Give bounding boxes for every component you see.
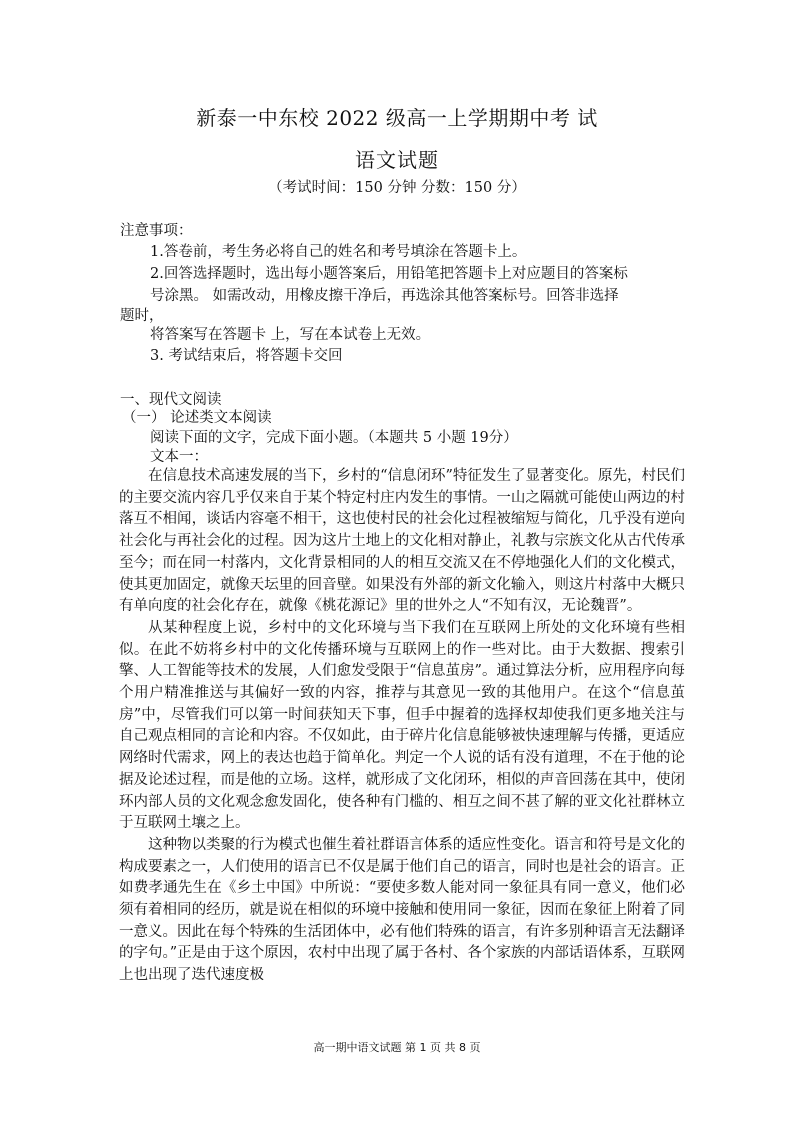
notice-item-2-cont2: 题时，	[120, 308, 164, 324]
passage-paragraph-2: 从某种程度上说，乡村中的文化环境与当下我们在互联网上所处的文化环境有些相似。在此不妨将乡村中的文化传播环境与互联网上的作一些对比。由于大数据、搜索引擎、人工智能等技术的发展，人们愈发受限于“信息茧房”。通过算法分析，应用程序向每个用户精准推送与其偏好一致的内容，推荐与其意见一致的其他用户。在这个“信息茧房”中，尽管我们可以第一时间获知天下事，但手中握着的选择权却使我们更多地关注与自己观点相同的言论和内容。不仅如此，由于碎片化信息能够被快速理解与传播，更适应网络时代需求，网上的表达也趋于简单化。判定一个人说的话有没有道理，不在于他的论据及论述过程，而是他的立场。这样，就形成了文化闭环，相似的声音回荡在其中，使闭环内部人员的文化观念愈发固化，使各种有门槛的、相互之间不甚了解的亚文化社群林立于互联网土壤之上。	[119, 619, 685, 832]
section-subheading: （一） 论述类文本阅读	[122, 410, 272, 426]
notice-item-2-cont: 号涂黑。 如需改动，用橡皮擦干净后，再选涂其他答案标号。回答非选择	[150, 288, 619, 304]
page-footer: 高一期中语文试题 第 1 页 共 8 页	[313, 1041, 481, 1054]
passage	[119, 466, 685, 987]
text-label: 文本一：	[150, 449, 208, 465]
exam-info: （考试时间：150 分钟 分数：150 分）	[268, 180, 526, 196]
section-heading: 一、现代文阅读	[120, 392, 222, 408]
notice-item-3: 3. 考试结束后，将答题卡交回	[150, 348, 343, 364]
notice-item-2: 2.回答选择题时，选出每小题答案后，用铅笔把答题卡上对应题目的答案标	[150, 266, 628, 282]
passage-paragraph-3: 这种物以类聚的行为模式也催生着社群语言体系的适应性变化。语言和符号是文化的构成要素之一，人们使用的语言已不仅是属于他们自己的语言，同时也是社会的语言。正如费孝通先生在《乡土中国》中所说：“要使多数人能对同一象征具有同一意义，他们必须有着相同的经历，就是说在相似的环境中接触和使用同一象征，因而在象征上附着了同一意义。因此在每个特殊的生活团体中，必有他们特殊的语言，有许多别种语言无法翻译的字句。”正是由于这个原因，农村中出现了属于各村、各个家族的内部话语体系，互联网上也出现了迭代速度极	[119, 836, 685, 984]
subject-title: 语文试题	[355, 148, 439, 172]
notice-item-1: 1.答卷前，考生务必将自己的姓名和考号填涂在答题卡上。	[150, 244, 527, 260]
reading-instruction: 阅读下面的文字，完成下面小题。（本题共 5 小题 19分）	[150, 430, 518, 446]
passage-paragraph-1: 在信息技术高速发展的当下，乡村的“信息闭环”特征发生了显著变化。原先，村民们的主要交流内容几乎仅来自于某个特定村庄内发生的事情。一山之隔就可能使山两边的村落互不相闻，谈话内容毫不相干，这也使村民的社会化过程被缩短与简化，几乎没有逆向社会化与再社会化的过程。因为这片土地上的文化相对静止，礼教与宗族文化从古代传承至今；而在同一村落内，文化背景相同的人的相互交流又在不停地强化人们的文化模式，使其更加固定，就像天坛里的回音壁。如果没有外部的新文化输入，则这片村落中大概只有单向度的社会化存在，就像《桃花源记》里的世外之人“不知有汉，无论魏晋”。	[119, 468, 685, 615]
exam-title: 新泰一中东校 2022 级高一上学期期中考 试	[196, 106, 598, 130]
notice-heading: 注意事项：	[120, 223, 193, 239]
notice-item-2-cont3: 将答案写在答题卡 上，写在本试卷上无效。	[150, 327, 431, 343]
